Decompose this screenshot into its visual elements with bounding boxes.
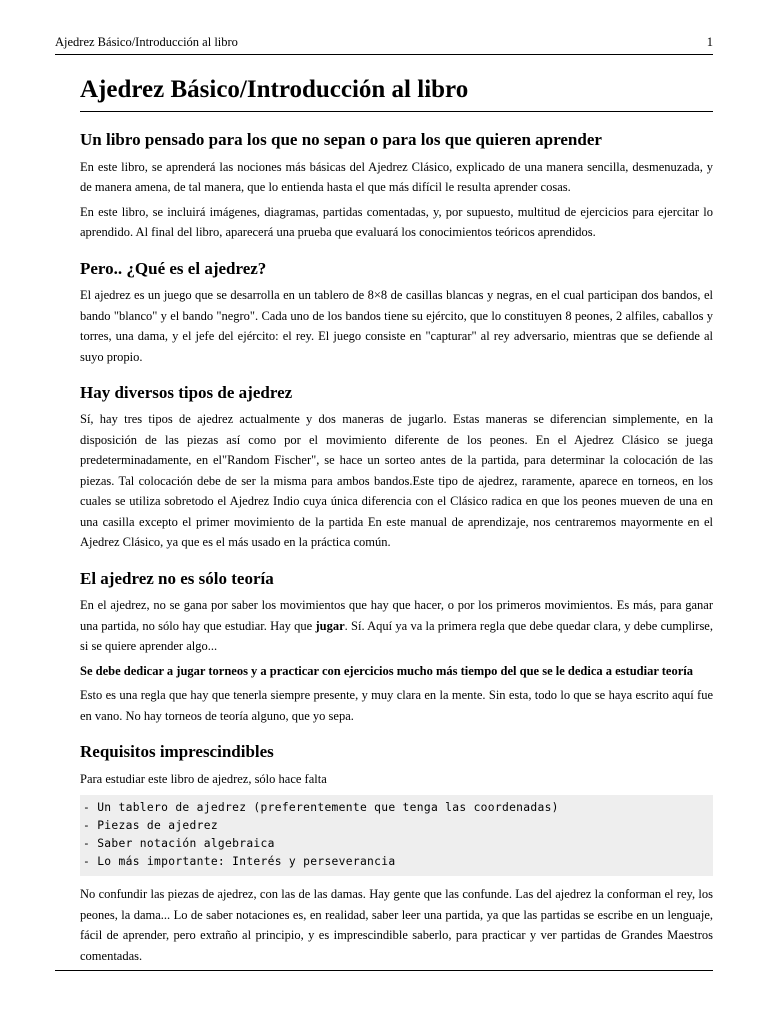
list-item: - Un tablero de ajedrez (preferentemente que tenga las coordenadas) <box>83 801 559 815</box>
list-item: - Lo más importante: Interés y perseverancia <box>83 855 396 869</box>
bold-word: jugar <box>315 618 345 633</box>
section-intro <box>80 130 713 242</box>
requirements-list <box>80 795 713 876</box>
paragraph: Esto es una regla que hay que tenerla siempre presente, y muy clara en la mente. Sin esta, todo lo que se haya escrito aquí fue en vano. No hay torneos de teoría alguno, que yo sepa. <box>80 688 713 723</box>
paragraph <box>80 595 713 657</box>
paragraph: En este libro, se incluirá imágenes, diagramas, partidas comentadas, y, por supuesto, multitud de ejercicios para ejercitar lo aprendido. Al final del libro, aparecerá una prueba que evaluará los conocimientos teóricos aprendidos. <box>80 204 713 240</box>
article-body <box>80 68 713 970</box>
paragraph: En este libro, se aprenderá las nociones más básicas del Ajedrez Clásico, explicado de una manera sencilla, desmenuzada, y de manera amena, de tal manera, que lo entienda hasta el que más difícil le resulta aprender cosas. <box>80 159 713 195</box>
paragraph-text: En el ajedrez, no se gana por saber los movimientos que hay que hacer, o por los primeros movimientos. Es más, para ganar una partida, no sólo hay que estudiar. Hay que <box>80 598 713 633</box>
list-item: - Saber notación algebraica <box>83 837 275 851</box>
paragraph: Sí, hay tres tipos de ajedrez actualmente y dos maneras de jugarlo. Estas maneras se diferencian simplemente, en la disposición de las piezas así como por el movimiento diferente de los peones. En el Ajedrez Clásico se juega predeterminadamente, en el"Random Fischer", se hace un sorteo antes de la partida, para determinar la colocación de las piezas. Tal colocación debe de ser la misma para ambos bandos.Este tipo de ajedrez, raramente, aparece en torneos, en los cuales se utiliza sobretodo el Ajedrez Indio cuya única diferencia con el Clásico radica en que los peones mueven de una en una casilla excepto el primer movimiento de la partida En este manual de aprendizaje, nos centraremos mayormente en el Ajedrez Clásico, ya que es el más usado en la práctica común. <box>80 412 713 550</box>
rule-statement: Se debe dedicar a jugar torneos y a practicar con ejercicios mucho más tiempo del que se le dedica a estudiar teoría <box>80 663 694 678</box>
section-chess-types <box>80 383 713 553</box>
section-what-is-chess <box>80 259 713 367</box>
paragraph-text: . Sí. Aquí ya va la primera regla que debe quedar clara, y debe cumplirse, si se quiere aprender algo... <box>80 618 713 654</box>
section-heading: El ajedrez no es sólo teoría <box>80 568 274 588</box>
paragraph: No confundir las piezas de ajedrez, con las de las damas. Hay gente que las confunde. Las del ajedrez la conforman el rey, los peones, la dama... Lo de saber notaciones es, en realidad, saber leer una partida, ya que las partidas se escribe en un lenguaje, fácil de aprender, pero extraño al principio, y es imprescindible saberlo, para practicar y ver partidas de Grandes Maestros comentadas. <box>80 887 713 963</box>
section-heading: Pero.. ¿Qué es el ajedrez? <box>80 258 267 278</box>
running-header-title: Ajedrez Básico/Introducción al libro <box>55 35 238 49</box>
paragraph: El ajedrez es un juego que se desarrolla en un tablero de 8×8 de casillas blancas y negras, en el cual participan dos bandos, el bando "blanco" y el bando "negro". Cada uno de los bandos tiene su ejército, que lo constituyen 8 peones, 2 alfiles, caballos y torres, una dama, y el jefe del ejército: el rey. El juego consiste en "capturar" al rey adversario, mientras que se defiende al suyo propio. <box>80 288 713 364</box>
page-title: Ajedrez Básico/Introducción al libro <box>80 74 713 112</box>
footer-rule <box>55 970 713 971</box>
list-item: - Piezas de ajedrez <box>83 819 218 833</box>
running-header <box>55 35 713 55</box>
section-not-only-theory <box>80 569 713 726</box>
section-heading: Un libro pensado para los que no sepan o para los que quieren aprender <box>80 130 602 150</box>
page-number: 1 <box>706 35 713 49</box>
section-heading: Requisitos imprescindibles <box>80 742 274 762</box>
section-requirements <box>80 742 713 966</box>
section-heading: Hay diversos tipos de ajedrez <box>80 383 293 403</box>
paragraph: Para estudiar este libro de ajedrez, sólo hace falta <box>80 771 327 786</box>
